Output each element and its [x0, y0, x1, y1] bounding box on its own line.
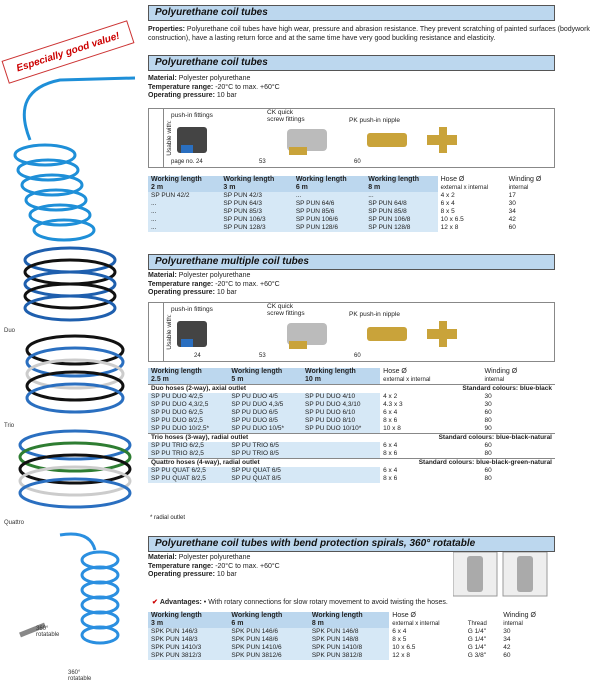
promo-ribbon: Especially good value! [2, 20, 135, 84]
table-row: SP PU QUAT 6/2,5 SP PU QUAT 6/5 6 x 4 60 [148, 467, 555, 475]
table-row: SPK PUN 1410/3 SPK PUN 1410/6 SPK PUN 1410/8 10 x 6.5 G 1/4" 42 [148, 644, 555, 652]
usable-with-box-1: Usable with: push-in fittings CK quick screw fittings PK push-in nipple page no. 24 53 60 [148, 108, 555, 168]
table-row: ... SP PUN 106/3 SP PUN 106/6 SP PUN 106/8 10 x 6.5 42 [148, 216, 555, 224]
section4-header: Polyurethane coil tubes with bend protection spirals, 360° rotatable [148, 536, 555, 552]
rotatable-label-1: 360° rotatable [36, 626, 60, 638]
table-row: SP PU DUO 4/2,5 SP PU DUO 4/5 SP PU DUO 4/10 4 x 2 30 [148, 393, 555, 401]
table-row: ... SP PUN 128/3 SP PUN 128/6 SP PUN 128/8 12 x 8 60 [148, 224, 555, 232]
fitting-images-1 [169, 123, 549, 159]
rotatable-label-2: 360° rotatable [68, 670, 92, 682]
coil-tube-illustrations [0, 60, 140, 660]
table-row: SP PU TRIO 8/2,5 SP PU TRIO 8/5 8 x 6 80 [148, 450, 555, 459]
table-bend-protection-coil-tubes: Working length Working length Working length Hose Ø Winding Ø 3 m 6 m 8 m external x internal Thread internal SPK PUN 146/3 SPK PUN 146/6 SPK PUN 146/8 6 x 4 G 1/4" 30 SPK PUN 148/3 SPK PUN 148/6 SPK PUN 148/8 8 x 5 G 1/4" 34 SPK PUN 1410/3 SPK PUN 1410/6 SPK PUN 1410/8 10 x 6.5 G 1/4" 42 SPK PUN 3812/3 SPK PUN 3812/6 SPK PUN 3812/8 12 x 8 G 3/8" 60 [148, 612, 555, 660]
rotary-connector-images [453, 552, 553, 598]
properties-text: Properties: Polyurethane coil tubes have high wear, pressure and abrasion resistance. They prevent scratching of painted surfaces (bodywork construction), have a lasting return force and at the same time have very good buckling resistance and elasticity. [148, 26, 590, 42]
quattro-label: Quattro [4, 520, 25, 526]
rotatable-coil-image [20, 534, 118, 643]
section1-header: Polyurethane coil tubes [148, 5, 555, 21]
table-coil-tubes: Working length Working length Working length Working length Hose Ø Winding Ø 2 m 3 m 6 m 8 m external x internal internal SP PUN 42/2 SP PUN 42/3 ... ... 4 x 2 17 ... SP PUN 64/3 SP PUN 64/6 SP PUN 64/8 6 x 4 30 ... SP PUN 85/3 SP PUN 85/6 SP PUN 85/8 8 x 5 34 ... SP PUN 106/3 SP PUN 106/6 SP PUN 106/8 10 x 6.5 42 ... SP PUN 128/3 SP PUN 128/6 SP PUN 128/8 12 x 8 60 [148, 176, 555, 232]
check-icon: ✔ [152, 599, 158, 606]
table-row: SP PU QUAT 8/2,5 SP PU QUAT 8/5 8 x 6 80 [148, 475, 555, 483]
duo-coil-image [25, 248, 115, 320]
table-row: SP PU DUO 10/2,5* SP PU DUO 10/5* SP PU DUO 10/10* 10 x 8 90 [148, 425, 555, 434]
table-row: SP PUN 42/2 SP PUN 42/3 ... ... 4 x 2 17 [148, 192, 555, 200]
table-row: SPK PUN 146/3 SPK PUN 146/6 SPK PUN 146/8 6 x 4 G 1/4" 30 [148, 628, 555, 636]
usable-with-box-2: Usable with: push-in fittings CK quick screw fittings PK push-in nipple 24 53 60 [148, 302, 555, 362]
fitting-images-2 [169, 317, 549, 353]
section4-specs: Material: Polyester polyurethane Temperature range: -20°C to max. +60°C Operating pressure: 10 bar [148, 554, 280, 578]
advantages-text: ✔ Advantages: • With rotary connections for slow rotary movement to avoid twisting the hoses. [152, 599, 448, 606]
table-row: ... SP PUN 64/3 SP PUN 64/6 SP PUN 64/8 6 x 4 30 [148, 200, 555, 208]
table-row: SP PU DUO 4,3/2,5 SP PU DUO 4,3/5 SP PU DUO 4,3/10 4.3 x 3 30 [148, 401, 555, 409]
quattro-coil-image [20, 431, 130, 507]
table-row: SP PU DUO 8/2,5 SP PU DUO 8/5 SP PU DUO 8/10 8 x 6 80 [148, 417, 555, 425]
duo-label: Duo [4, 328, 16, 334]
table-row: SPK PUN 148/3 SPK PUN 148/6 SPK PUN 148/8 8 x 5 G 1/4" 34 [148, 636, 555, 644]
single-coil-image [15, 78, 135, 240]
radial-outlet-note: * radial outlet [150, 515, 186, 521]
section3-header: Polyurethane multiple coil tubes [148, 254, 555, 270]
table-row: SP PU DUO 6/2,5 SP PU DUO 6/5 SP PU DUO 6/10 6 x 4 60 [148, 409, 555, 417]
table-row: SPK PUN 3812/3 SPK PUN 3812/6 SPK PUN 3812/8 12 x 8 G 3/8" 60 [148, 652, 555, 660]
section2-header: Polyurethane coil tubes [148, 55, 555, 71]
trio-label: Trio [4, 423, 15, 429]
section2-specs: Material: Polyester polyurethane Temperature range: -20°C to max. +60°C Operating pressure: 10 bar [148, 75, 280, 99]
table-row: SP PU TRIO 6/2,5 SP PU TRIO 6/5 6 x 4 60 [148, 442, 555, 450]
section3-specs: Material: Polyester polyurethane Temperature range: -20°C to max. +60°C Operating pressure: 10 bar [148, 272, 280, 296]
table-multiple-coil-tubes: Working length Working length Working length Hose Ø Winding Ø 2.5 m 5 m 10 m external x internal internal Duo hoses (2-way), axial outlet Standard colours: blue-black SP PU DUO 4/2,5 SP PU DUO 4/5 SP PU DUO 4/10 4 x 2 30 SP PU DUO 4,3/2,5 SP PU DUO 4,3/5 SP PU DUO 4,3/10 4.3 x 3 30 SP PU DUO 6/2,5 SP PU DUO 6/5 SP PU DUO 6/10 6 x 4 60 SP PU DUO 8/2,5 SP PU DUO 8/5 SP PU DUO 8/10 8 x 6 80 SP PU DUO 10/2,5* SP PU DUO 10/5* SP PU DUO 10/10* 10 x 8 90 Trio hoses (3-way), radial outlet Standard colours: blue-black-natural SP PU TRIO 6/2,5 SP PU TRIO 6/5 6 x 4 60 SP PU TRIO 8/2,5 SP PU TRIO 8/5 8 x 6 80 Quattro hoses (4-way), radial outlet Standard colours: blue-black-green-natural SP PU QUAT 6/2,5 SP PU QUAT 6/5 6 x 4 60 SP PU QUAT 8/2,5 SP PU QUAT 8/5 8 x 6 80 [148, 368, 555, 483]
trio-coil-image [27, 336, 123, 412]
table-row: ... SP PUN 85/3 SP PUN 85/6 SP PUN 85/8 8 x 5 34 [148, 208, 555, 216]
